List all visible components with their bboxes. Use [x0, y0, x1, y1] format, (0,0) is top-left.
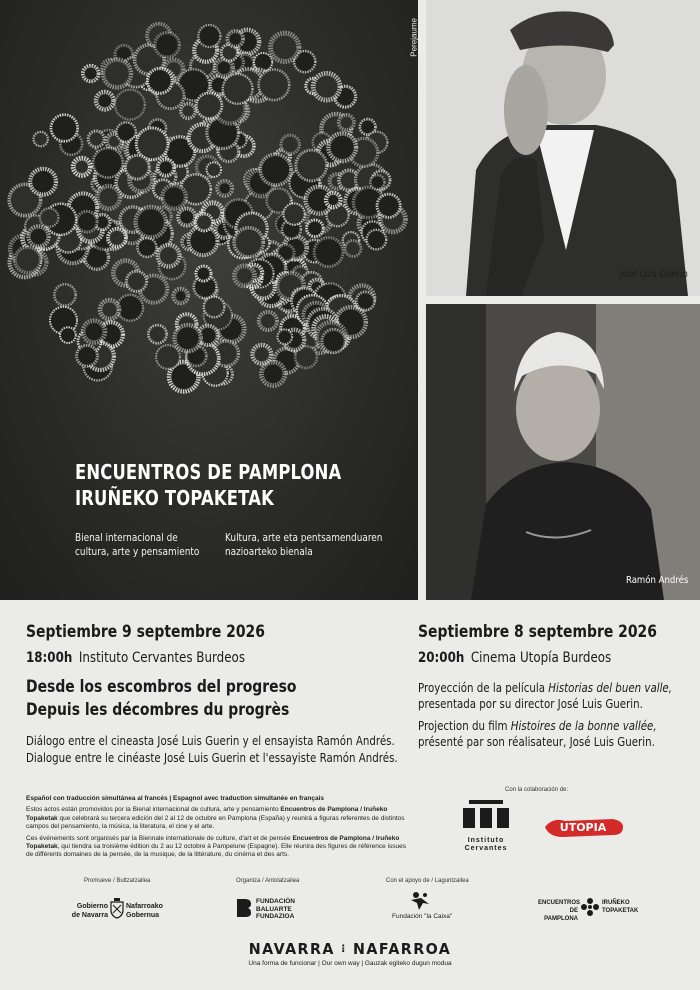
subtitle-es: Bienal internacional de cultura, arte y pensamiento	[75, 532, 200, 558]
art-ring	[175, 325, 201, 351]
art-ring	[307, 220, 324, 237]
art-ring	[281, 135, 299, 153]
art-ring	[147, 69, 172, 94]
fine-print-fr: Ces événements sont organisés par la Biennale internationale de culture, d'art et de pensée Encuentros de Pamplona / Iruñeko Topaketak, qui tiendra sa troisième édition du 2 au 12 octobre à Pampelune (Espagne). Elle réunira des figures de référence issues de différents domaines de la pensée, de la musique, de la littérature, du cinéma et des arts.	[26, 834, 406, 859]
iruneko-logo-text: IRUÑEKO TOPAKETAK	[602, 900, 639, 914]
art-ring	[115, 90, 145, 120]
cervantes-icon	[461, 800, 511, 828]
art-ring	[367, 230, 387, 250]
art-ring	[73, 158, 90, 175]
title-line-2: IRUÑEKO TOPAKETAK	[75, 486, 274, 510]
art-ring	[196, 266, 211, 281]
event-right-desc-fr	[418, 718, 657, 750]
art-ring	[234, 228, 263, 257]
svg-text:UTOPIA: UTOPIA	[559, 821, 607, 834]
event-left	[26, 622, 406, 766]
caixa-text: Fundación "la Caixa"	[392, 913, 453, 920]
art-ring	[252, 345, 271, 364]
art-ring	[136, 128, 168, 160]
art-ring	[83, 66, 99, 82]
art-ring	[126, 271, 146, 291]
fine-print-es: Estos actos están promovidos por la Bienal internacional de cultura, arte y pensamiento Encuentros de Pamplona / Iruñeko Topaketak que celebrará su tercera edición del 2 al 12 de octubre en Pamplona (España) y reunirá a figuras referentes de distintos campos del pensamiento, la música, la literatura, el cine y el arte.	[26, 806, 405, 831]
art-ring	[259, 70, 290, 101]
event-right-desc-es	[418, 680, 672, 712]
art-ring	[235, 266, 255, 286]
art-ring	[100, 300, 119, 319]
encuentros-dots-icon	[580, 897, 600, 917]
gobierno-eu: Nafarroako Gobernua	[126, 903, 163, 919]
art-ring	[162, 185, 185, 208]
art-ring	[15, 247, 41, 273]
art-ring	[377, 194, 400, 217]
gobierno-es: Gobierno de Navarra	[71, 903, 108, 919]
fine-print-heading: Español con traducción simultánea al francés | Espagnol avec traduction simultanée en français	[26, 795, 325, 802]
event-left-desc-fr: Dialogue entre le cinéaste José Luis Guerin et l'essayiste Ramón Andrés.	[26, 750, 398, 765]
baluarte-icon	[236, 898, 252, 918]
art-ring	[295, 346, 317, 368]
art-ring	[83, 321, 105, 343]
event-left-title-es: Desde los escombros del progreso	[26, 677, 297, 697]
art-ring	[296, 150, 327, 181]
art-ring	[328, 134, 356, 162]
encuentros-logo-text: ENCUENTROS DE PAMPLONA	[538, 900, 581, 922]
festival-title	[75, 459, 341, 511]
event-right-desc-es-1: Proyección de la película	[418, 680, 549, 695]
art-ring	[158, 245, 180, 267]
art-ring	[207, 162, 222, 177]
utopia-badge	[543, 815, 625, 839]
art-ring	[278, 330, 293, 345]
art-ring	[294, 51, 315, 72]
art-ring	[370, 175, 384, 189]
event-right-desc-fr-1: Projection du film	[418, 718, 511, 733]
baluarte-text: FUNDACIÓN BALUARTE FUNDAZIOA	[256, 898, 295, 920]
event-left-venue: Instituto Cervantes Burdeos	[78, 650, 246, 666]
photo-guerin	[426, 0, 700, 296]
art-ring	[155, 33, 179, 57]
navarra-footer	[0, 940, 700, 967]
art-ring	[96, 92, 113, 109]
art-ring	[30, 169, 56, 195]
event-right-date: Septiembre 8 septembre 2026	[418, 622, 657, 642]
art-ring	[77, 211, 98, 232]
promueve-label: Promueve / Bultzatzailea	[84, 878, 151, 884]
navarra-tagline: Una forma de funcionar | Our own way | Gauzak egiteko dugun modua	[248, 960, 452, 967]
art-ring	[108, 229, 126, 247]
art-ring	[259, 312, 277, 330]
art-ring	[196, 93, 222, 119]
art-ring	[283, 203, 304, 224]
collab-label: Con la colaboración de:	[505, 787, 569, 793]
title-line-1: ENCUENTROS DE PAMPLONA	[75, 460, 342, 484]
art-ring	[125, 155, 149, 179]
photo-andres	[426, 304, 700, 600]
portrait-guerin	[426, 0, 700, 296]
event-left-time: 18:00h	[26, 650, 73, 666]
art-ring	[345, 241, 361, 257]
event-right	[418, 622, 698, 750]
art-ring	[223, 74, 253, 104]
event-right-film-fr: Histoires de la bonne vallée,	[510, 718, 657, 733]
art-ring	[156, 345, 180, 369]
art-ring	[158, 159, 174, 175]
event-left-title	[26, 676, 338, 722]
art-ring	[322, 329, 345, 352]
art-ring	[174, 289, 188, 303]
art-ring	[196, 214, 213, 231]
art-ring	[326, 193, 340, 207]
art-ring	[339, 115, 354, 130]
art-ring	[313, 73, 340, 100]
event-right-desc-es-2: presentada por su director José Luis Guerin.	[418, 696, 643, 711]
art-ring	[40, 208, 59, 227]
art-ring	[215, 59, 232, 76]
art-ring	[34, 132, 48, 146]
art-ring	[228, 31, 244, 47]
art-ring	[271, 33, 299, 61]
apoyo-label: Con el apoyo de / Laguntzailea	[386, 878, 469, 884]
artwork-panel	[0, 0, 418, 600]
subtitle-eu: Kultura, arte eta pentsamenduaren nazioarteko bienala	[225, 532, 383, 558]
navarra-shield-icon	[110, 898, 124, 918]
portrait-andres	[426, 304, 700, 600]
art-ring	[204, 297, 225, 318]
cervantes-line1: Instituto	[467, 837, 505, 844]
art-ring	[60, 327, 76, 343]
art-ring	[54, 284, 75, 305]
art-ring	[181, 104, 196, 119]
caption-andres: Ramón Andrés	[625, 575, 688, 586]
art-ring	[97, 186, 120, 209]
event-right-film-es: Historias del buen valle,	[548, 680, 672, 695]
event-left-time-venue	[26, 650, 338, 672]
utopia-logo	[543, 815, 625, 839]
fine-print	[26, 795, 406, 863]
art-credit: Perejaume	[410, 18, 419, 57]
cervantes-line2: Cervantes	[464, 845, 508, 852]
event-left-title-fr: Depuis les décombres du progrès	[26, 700, 290, 720]
art-ring	[28, 226, 48, 246]
event-left-desc	[26, 732, 398, 766]
art-ring	[148, 325, 166, 343]
event-right-desc-fr-2: présenté par son réalisateur, José Luis Guerin.	[418, 734, 655, 749]
art-ring	[178, 209, 195, 226]
art-ring	[77, 345, 98, 366]
art-ring	[217, 181, 232, 196]
art-ring	[136, 207, 166, 237]
art-ring	[51, 115, 78, 142]
event-right-venue: Cinema Utopía Burdeos	[470, 650, 612, 666]
caption-guerin: José Luis Guerin	[619, 269, 688, 280]
event-right-time: 20:00h	[418, 650, 465, 666]
event-left-date: Septiembre 9 septembre 2026	[26, 622, 265, 642]
art-ring	[314, 238, 343, 267]
art-ring	[103, 60, 131, 88]
event-left-desc-es: Diálogo entre el cineasta José Luis Guerin y el ensayista Ramón Andrés.	[26, 733, 395, 748]
art-ring	[198, 25, 220, 47]
caixa-star-icon	[407, 890, 435, 912]
art-ring	[88, 131, 104, 147]
event-right-time-venue	[418, 650, 648, 672]
art-ring	[260, 154, 291, 185]
navarra-wordmark: NAVARRA ⁝ NAFARROA	[248, 940, 452, 958]
separator-icon: ⁝	[341, 942, 347, 955]
organiza-label: Organiza / Antolatzailea	[236, 878, 300, 884]
cervantes-logo	[456, 800, 516, 853]
art-ring	[117, 295, 143, 321]
art-ring	[221, 44, 237, 60]
art-ring	[138, 238, 157, 257]
art-ring	[356, 292, 374, 310]
art-ring	[262, 362, 285, 385]
